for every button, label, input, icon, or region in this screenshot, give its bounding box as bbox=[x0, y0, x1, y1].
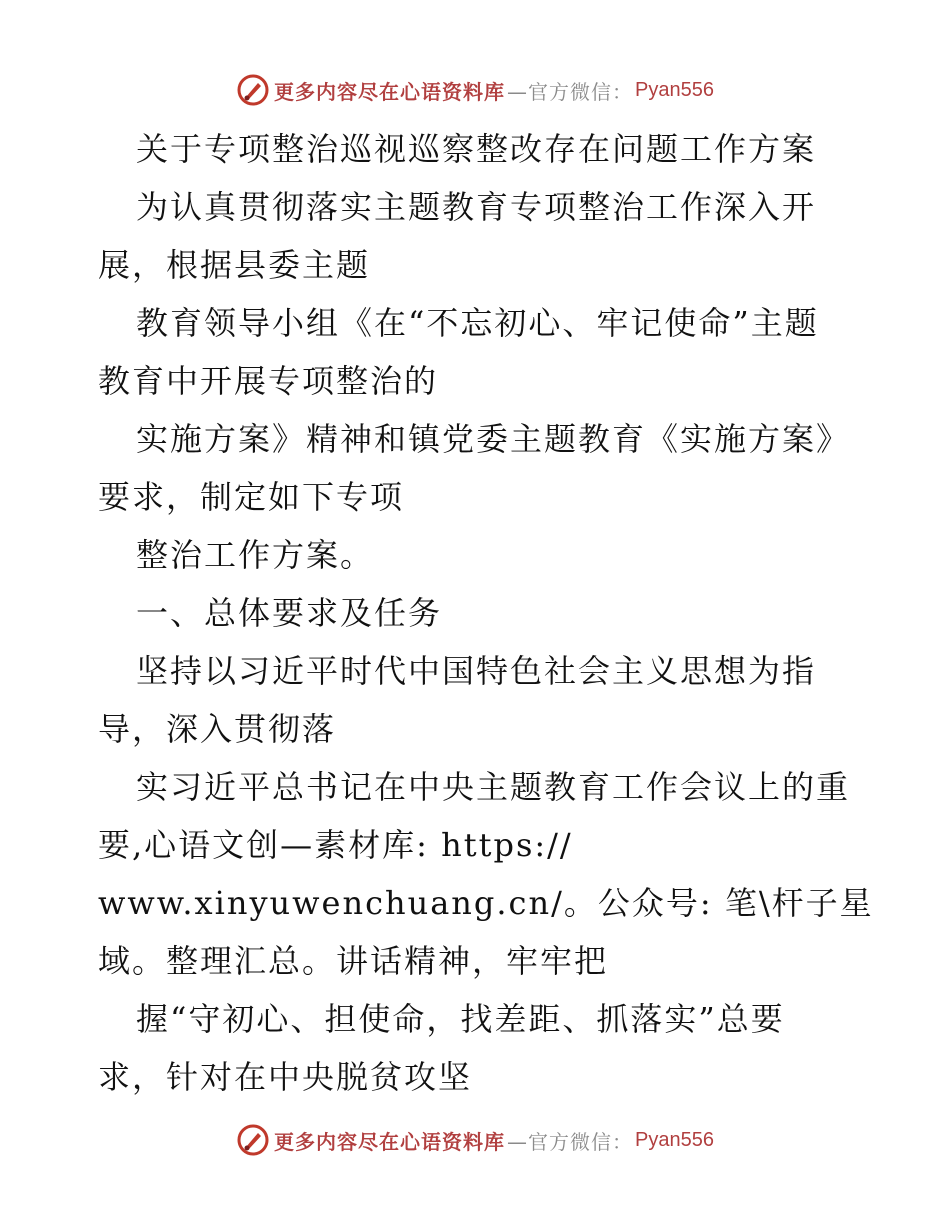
text-line: 要求，制定如下专项 bbox=[98, 478, 405, 516]
text-line: 实施方案》精神和镇党委主题教育《实施方案》 bbox=[136, 420, 851, 458]
footer-watermark-banner bbox=[0, 1120, 950, 1160]
text-line: 为认真贯彻落实主题教育专项整治工作深入开 bbox=[136, 188, 817, 226]
text-line: 展，根据县委主题 bbox=[98, 246, 371, 284]
banner-wechat-id: Pyan556 bbox=[635, 1128, 714, 1151]
text-line: 实习近平总书记在中央主题教育工作会议上的重 bbox=[136, 768, 851, 806]
banner-text: 更多内容尽在心语资料库 bbox=[274, 1129, 506, 1154]
text-line: www.xinyuwenchuang.cn/。公众号: 笔\杆子星 bbox=[98, 884, 874, 922]
text-line: 导，深入贯彻落 bbox=[98, 710, 337, 748]
banner-separator: —官方微信： bbox=[507, 1129, 634, 1154]
pen-logo-icon bbox=[236, 73, 270, 107]
banner-separator: —官方微信： bbox=[507, 79, 634, 104]
text-line: 整治工作方案。 bbox=[136, 536, 375, 574]
text-line: 求，针对在中央脱贫攻坚 bbox=[98, 1058, 473, 1096]
text-line: 坚持以习近平时代中国特色社会主义思想为指 bbox=[136, 652, 817, 690]
banner-wechat-id: Pyan556 bbox=[635, 78, 714, 101]
banner-text: 更多内容尽在心语资料库 bbox=[274, 79, 506, 104]
text-line: 要,心语文创—素材库: https:// bbox=[98, 826, 573, 864]
document-body bbox=[98, 120, 888, 1106]
section-heading: 一、总体要求及任务 bbox=[136, 594, 443, 632]
text-line: 握“守初心、担使命，找差距、抓落实”总要 bbox=[136, 1000, 785, 1038]
header-watermark-banner bbox=[0, 70, 950, 110]
text-line: 教育中开展专项整治的 bbox=[98, 362, 439, 400]
pen-logo-icon bbox=[236, 1123, 270, 1157]
text-line: 域。整理汇总。讲话精神，牢牢把 bbox=[98, 942, 609, 980]
document-title: 关于专项整治巡视巡察整改存在问题工作方案 bbox=[136, 130, 817, 168]
text-line: 教育领导小组《在“不忘初心、牢记使命”主题 bbox=[136, 304, 819, 342]
